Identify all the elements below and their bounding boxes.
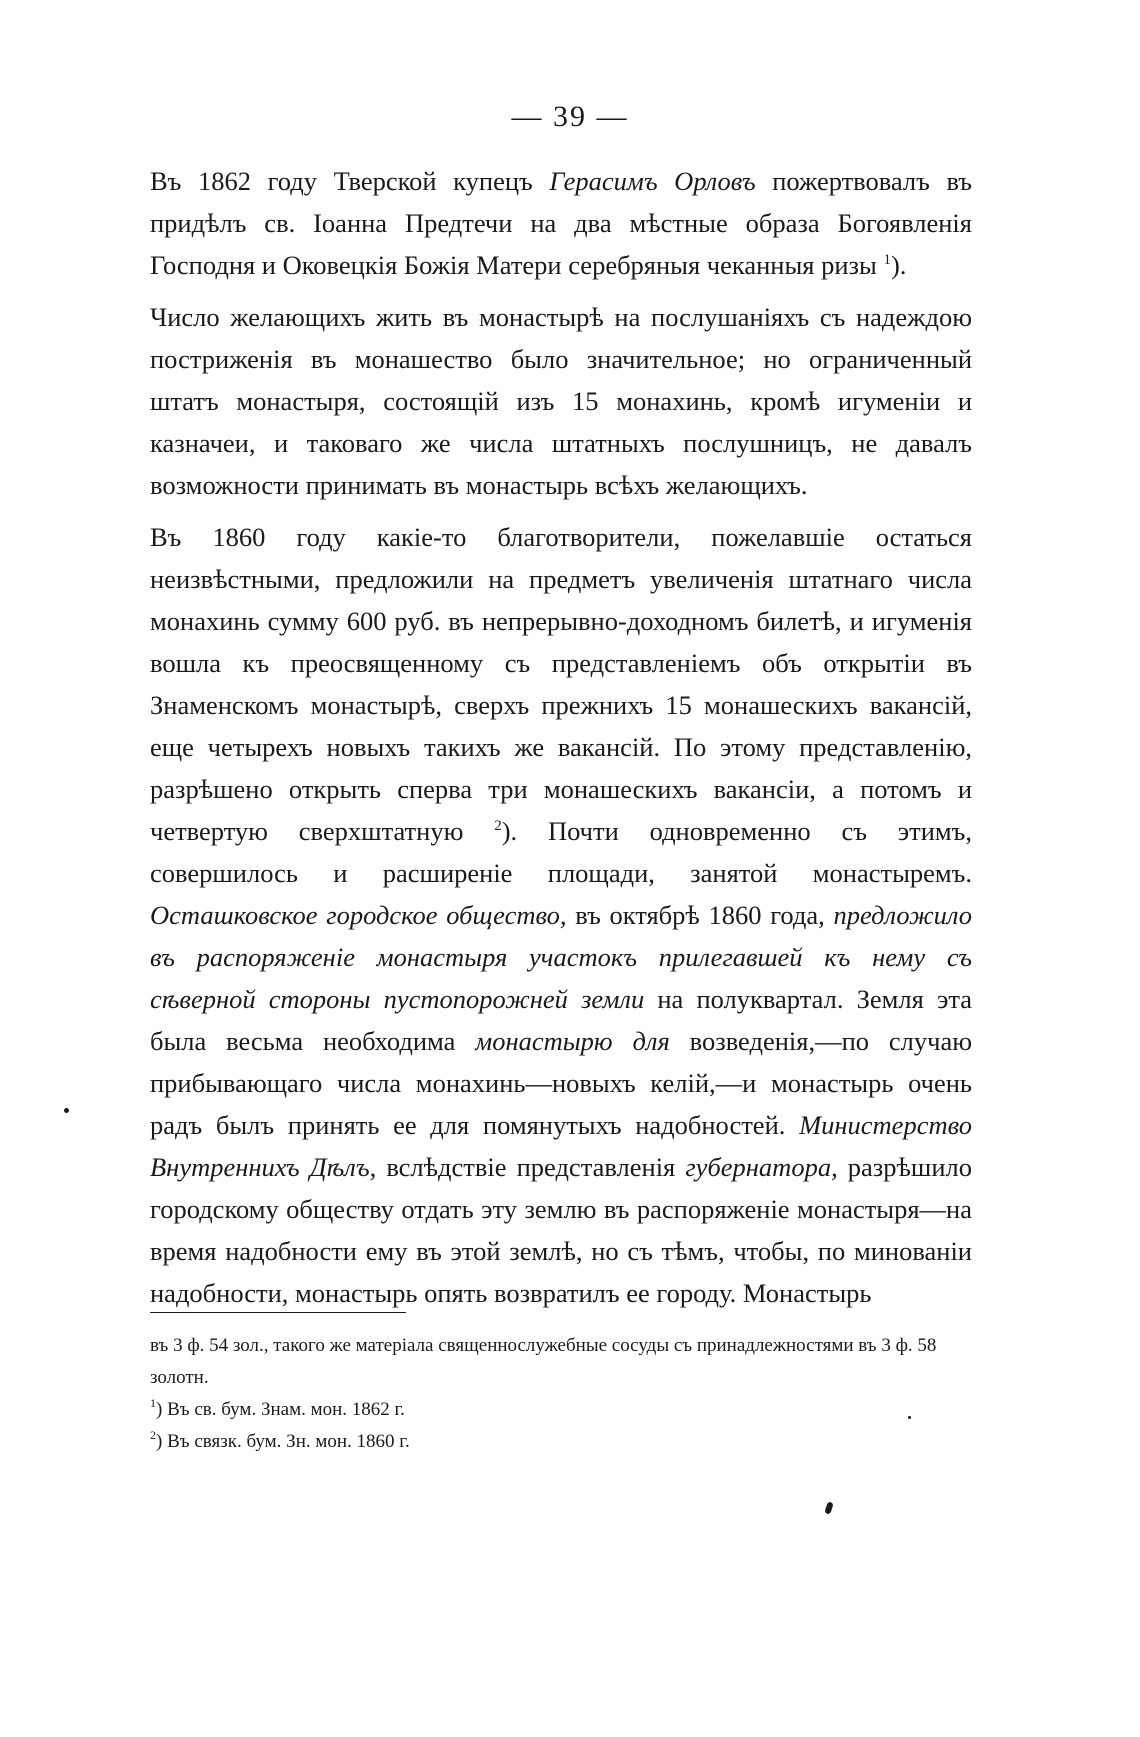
print-speck — [64, 1108, 69, 1113]
text-run: разрѣшило городскому обществу отдать эту землю въ распоряженіе монастыря—на время надобности ему въ этой землѣ, но съ тѣмъ, чтобы, по минованіи надобности, монастырь опять возвратилъ ее городу. Монастырь — [150, 1152, 972, 1308]
paragraph — [150, 160, 972, 286]
body-text — [150, 160, 972, 1314]
text-run: въ 3 ф. 54 зол., такого же матеріала священнослужебные сосуды съ принадлежностями въ 3 ф. 58 золотн. — [150, 1335, 937, 1388]
footnote-separator — [150, 1312, 406, 1313]
footnotes — [150, 1330, 972, 1458]
paragraph — [150, 296, 972, 506]
text-run: Число желающихъ жить въ монастырѣ на послушаніяхъ съ надеждою постриженія въ монашество было значительное; но ограниченный штатъ монастыря, состоящій изъ 15 монахинь, кромѣ игуменіи и казначеи, и таковаго же числа штатныхъ послушницъ, не давалъ возможности принимать въ монастырь всѣхъ желающихъ. — [150, 302, 972, 500]
footnote-marker: 1 — [883, 252, 891, 268]
footnote-marker: 2 — [150, 1428, 156, 1442]
footnote-continuation — [150, 1330, 972, 1394]
italic-text-run: Осташковское городское общество, — [150, 900, 567, 930]
print-speck — [824, 1501, 833, 1514]
footnote-marker: 1 — [150, 1396, 156, 1410]
text-run: ). — [890, 250, 907, 280]
text-run: вслѣдствіе представленія — [376, 1152, 686, 1182]
italic-text-run: предложило въ распоряженіе монастыря участокъ прилегавшей къ нему съ сѣверной стороны пустопорожней земли — [150, 900, 972, 1014]
text-run: въ октябрѣ 1860 года, — [566, 900, 834, 930]
text-run: пожертвовалъ въ придѣлъ св. Іоанна Предтечи на два мѣстные образа Богоявленія Господня и Оковецкія Божія Матери серебряныя чеканныя ризы — [150, 166, 973, 280]
text-run: Въ 1862 году Тверской купецъ — [150, 166, 550, 196]
footnote-marker: 2 — [494, 818, 502, 834]
text-run: ). Почти одновременно съ этимъ, совершилось и расширеніе площади, занятой монастыремъ. — [150, 816, 973, 888]
footnote-2 — [150, 1426, 972, 1458]
text-run: на полуквартал. Земля эта была весьма необходима — [150, 984, 972, 1056]
italic-text-run: Герасимъ Орловъ — [549, 166, 756, 196]
paragraph — [150, 516, 972, 1314]
text-run: ) Въ св. бум. Знам. мон. 1862 г. — [156, 1399, 405, 1420]
text-run: Въ 1860 году какіе-то благотворители, пожелавшіе остаться неизвѣстными, предложили на предметъ увеличенія штатнаго числа монахинь сумму 600 руб. въ непрерывно-доходномъ билетѣ, и игуменія вошла къ преосвященному съ представленіемъ объ открытіи въ Знаменскомъ монастырѣ, сверхъ прежнихъ 15 монашескихъ вакансій, еще четырехъ новыхъ такихъ же вакансій. По этому представленію, разрѣшено открыть сперва три монашескихъ вакансіи, а потомъ и четвертую сверхштатную — [150, 522, 972, 846]
page-number: — 39 — — [511, 100, 629, 133]
text-run: возведенія,—по случаю прибывающаго числа монахинь—новыхъ келій,—и монастырь очень радъ былъ принять ее для помянутыхъ надобностей. — [150, 1026, 972, 1140]
footnote-1 — [150, 1394, 972, 1426]
text-run: ) Въ связк. бум. Зн. мон. 1860 г. — [156, 1431, 410, 1452]
print-speck — [908, 1416, 911, 1419]
italic-text-run: Министерство Внутреннихъ Дѣлъ, — [150, 1110, 972, 1182]
italic-text-run: монастырю для — [475, 1026, 670, 1056]
italic-text-run: губернатора, — [685, 1152, 838, 1182]
